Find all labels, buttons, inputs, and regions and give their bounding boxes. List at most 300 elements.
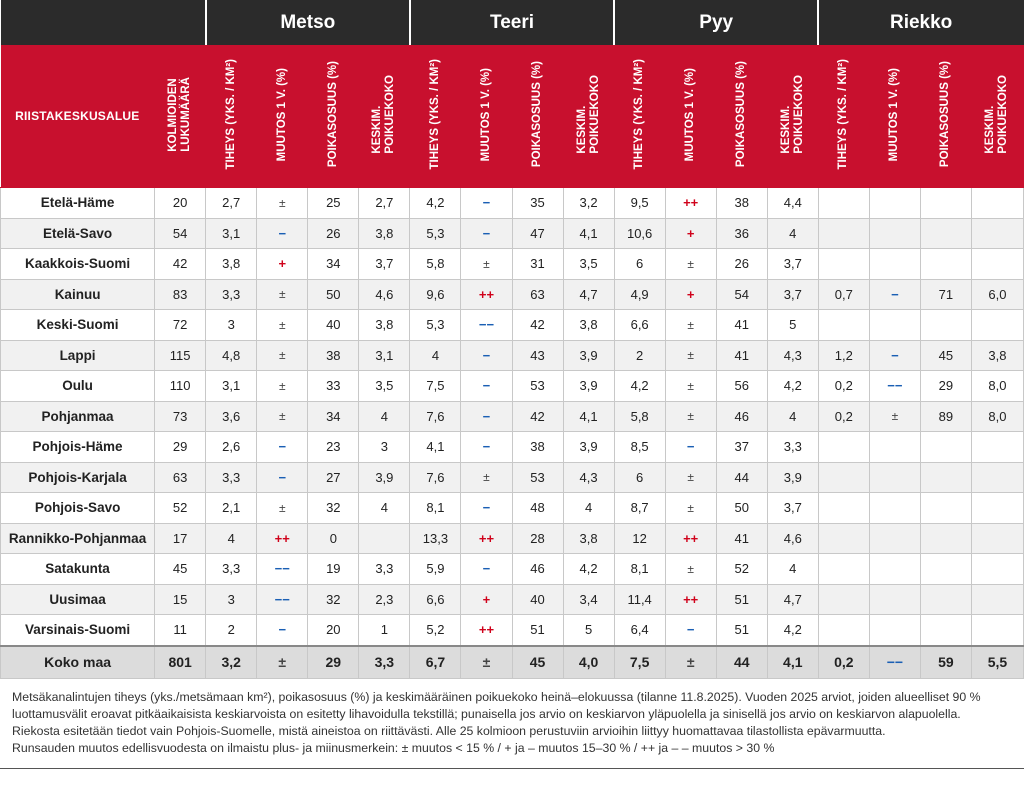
change-cell: −− xyxy=(869,371,920,402)
value-cell: 0,2 xyxy=(818,401,869,432)
value-cell: 48 xyxy=(512,493,563,524)
value-cell: 13,3 xyxy=(410,523,461,554)
column-header-share-label: POIKASOSUUS (%) xyxy=(939,61,952,168)
value-cell: 4,2 xyxy=(410,188,461,219)
value-cell: 23 xyxy=(308,432,359,463)
value-cell: 3,3 xyxy=(206,279,257,310)
change-cell: ± xyxy=(665,401,716,432)
change-cell: ± xyxy=(665,340,716,371)
value-cell: 5,3 xyxy=(410,310,461,341)
value-cell: 5 xyxy=(563,615,614,646)
value-cell: 3,5 xyxy=(359,371,410,402)
value-cell xyxy=(818,432,869,463)
column-header-density-label: TIHEYS (YKS. / KM²) xyxy=(224,59,237,170)
value-cell: 3 xyxy=(206,310,257,341)
value-cell: 3,2 xyxy=(206,646,257,679)
column-header-region: RIISTAKESKUSALUE xyxy=(1,45,155,188)
value-cell: 2,6 xyxy=(206,432,257,463)
change-cell: ± xyxy=(257,646,308,679)
value-cell: 4 xyxy=(206,523,257,554)
column-header-brood xyxy=(767,45,818,188)
value-cell: 45 xyxy=(155,554,206,585)
column-header-brood xyxy=(563,45,614,188)
value-cell: 51 xyxy=(512,615,563,646)
value-cell: 8,5 xyxy=(614,432,665,463)
value-cell: 4,1 xyxy=(767,646,818,679)
column-header-change-label: MUUTOS 1 V. (%) xyxy=(888,67,901,162)
value-cell xyxy=(971,188,1023,219)
value-cell xyxy=(920,218,971,249)
value-cell: 41 xyxy=(716,310,767,341)
value-cell: 46 xyxy=(512,554,563,585)
value-cell: 3,7 xyxy=(767,249,818,280)
value-cell: 29 xyxy=(308,646,359,679)
table-row xyxy=(1,371,1024,402)
value-cell: 72 xyxy=(155,310,206,341)
value-cell: 2 xyxy=(614,340,665,371)
value-cell: 34 xyxy=(308,249,359,280)
change-cell: ± xyxy=(461,462,512,493)
column-header-density-label: TIHEYS (YKS. / KM²) xyxy=(428,59,441,170)
value-cell: 4,7 xyxy=(563,279,614,310)
change-cell: ± xyxy=(665,462,716,493)
change-cell: ± xyxy=(665,310,716,341)
value-cell: 38 xyxy=(512,432,563,463)
change-cell: ± xyxy=(257,371,308,402)
change-cell xyxy=(869,218,920,249)
value-cell: 8,1 xyxy=(614,554,665,585)
value-cell: 6,6 xyxy=(410,584,461,615)
change-cell: − xyxy=(257,462,308,493)
value-cell: 9,5 xyxy=(614,188,665,219)
value-cell: 40 xyxy=(308,310,359,341)
value-cell: 50 xyxy=(308,279,359,310)
value-cell: 3,3 xyxy=(359,646,410,679)
value-cell: 54 xyxy=(155,218,206,249)
value-cell xyxy=(920,310,971,341)
change-cell xyxy=(869,188,920,219)
value-cell: 4 xyxy=(767,401,818,432)
value-cell xyxy=(971,615,1023,646)
value-cell: 0,7 xyxy=(818,279,869,310)
region-name: Pohjanmaa xyxy=(1,401,155,432)
change-cell: −− xyxy=(257,554,308,585)
change-cell: ± xyxy=(257,401,308,432)
change-cell xyxy=(869,462,920,493)
column-header-brood-label: KESKIM. POIKUEKOKO xyxy=(575,75,601,154)
change-cell: ± xyxy=(665,493,716,524)
value-cell: 3 xyxy=(206,584,257,615)
change-cell: − xyxy=(257,615,308,646)
value-cell: 4,9 xyxy=(614,279,665,310)
change-cell: − xyxy=(665,615,716,646)
value-cell: 4,1 xyxy=(563,401,614,432)
value-cell xyxy=(971,218,1023,249)
change-cell: ++ xyxy=(461,615,512,646)
value-cell: 42 xyxy=(155,249,206,280)
value-cell: 10,6 xyxy=(614,218,665,249)
value-cell xyxy=(818,462,869,493)
change-cell: − xyxy=(461,432,512,463)
group-teeri: Teeri xyxy=(410,1,614,45)
value-cell: 3,9 xyxy=(563,371,614,402)
value-cell: 63 xyxy=(512,279,563,310)
value-cell: 801 xyxy=(155,646,206,679)
value-cell: 4,3 xyxy=(767,340,818,371)
value-cell: 32 xyxy=(308,493,359,524)
column-header-share-label: POIKASOSUUS (%) xyxy=(531,61,544,168)
value-cell: 3,9 xyxy=(359,462,410,493)
value-cell: 7,6 xyxy=(410,401,461,432)
change-cell: ++ xyxy=(461,279,512,310)
value-cell: 5,3 xyxy=(410,218,461,249)
column-header-change xyxy=(461,45,512,188)
value-cell: 5 xyxy=(767,310,818,341)
value-cell xyxy=(359,523,410,554)
change-cell: − xyxy=(461,401,512,432)
change-cell: − xyxy=(461,218,512,249)
value-cell: 4,2 xyxy=(563,554,614,585)
change-cell: + xyxy=(665,279,716,310)
change-cell: ++ xyxy=(665,188,716,219)
value-cell: 47 xyxy=(512,218,563,249)
value-cell: 4,6 xyxy=(359,279,410,310)
table-row xyxy=(1,523,1024,554)
value-cell: 1 xyxy=(359,615,410,646)
change-cell: − xyxy=(869,340,920,371)
value-cell xyxy=(971,523,1023,554)
value-cell: 3,8 xyxy=(971,340,1023,371)
value-cell: 6,6 xyxy=(614,310,665,341)
group-header-row xyxy=(1,1,1024,45)
value-cell xyxy=(971,493,1023,524)
column-header-change-label: MUUTOS 1 V. (%) xyxy=(479,67,492,162)
table-row xyxy=(1,340,1024,371)
table-body xyxy=(1,188,1024,679)
value-cell: 4,2 xyxy=(767,371,818,402)
column-header-change xyxy=(869,45,920,188)
value-cell: 7,5 xyxy=(410,371,461,402)
value-cell: 38 xyxy=(716,188,767,219)
table-row xyxy=(1,584,1024,615)
change-cell: ± xyxy=(257,310,308,341)
value-cell: 26 xyxy=(308,218,359,249)
region-name: Etelä-Häme xyxy=(1,188,155,219)
group-riekko: Riekko xyxy=(818,1,1023,45)
value-cell: 3,8 xyxy=(206,249,257,280)
change-cell xyxy=(869,615,920,646)
table-row xyxy=(1,554,1024,585)
value-cell: 73 xyxy=(155,401,206,432)
value-cell: 44 xyxy=(716,462,767,493)
value-cell xyxy=(920,432,971,463)
table-row xyxy=(1,310,1024,341)
group-pyy: Pyy xyxy=(614,1,818,45)
column-header-row xyxy=(1,45,1024,188)
value-cell xyxy=(818,615,869,646)
value-cell xyxy=(920,188,971,219)
value-cell xyxy=(971,462,1023,493)
region-name: Koko maa xyxy=(1,646,155,679)
change-cell: − xyxy=(869,279,920,310)
table-row xyxy=(1,188,1024,219)
value-cell: 19 xyxy=(308,554,359,585)
value-cell: 3,8 xyxy=(359,310,410,341)
change-cell: − xyxy=(461,188,512,219)
column-header-change xyxy=(257,45,308,188)
value-cell: 6 xyxy=(614,462,665,493)
change-cell: + xyxy=(257,249,308,280)
region-name: Lappi xyxy=(1,340,155,371)
value-cell xyxy=(818,249,869,280)
value-cell xyxy=(920,615,971,646)
value-cell xyxy=(971,249,1023,280)
column-header-density xyxy=(818,45,869,188)
value-cell: 0,2 xyxy=(818,646,869,679)
value-cell: 27 xyxy=(308,462,359,493)
change-cell: + xyxy=(665,218,716,249)
value-cell: 6 xyxy=(614,249,665,280)
value-cell: 9,6 xyxy=(410,279,461,310)
region-name: Varsinais-Suomi xyxy=(1,615,155,646)
group-header-blank xyxy=(1,1,206,45)
region-name: Uusimaa xyxy=(1,584,155,615)
value-cell: 3,4 xyxy=(563,584,614,615)
region-name: Kaakkois-Suomi xyxy=(1,249,155,280)
column-header-density xyxy=(614,45,665,188)
change-cell xyxy=(869,584,920,615)
value-cell: 2 xyxy=(206,615,257,646)
change-cell: −− xyxy=(869,646,920,679)
value-cell: 12 xyxy=(614,523,665,554)
value-cell xyxy=(818,218,869,249)
value-cell: 53 xyxy=(512,371,563,402)
footnote xyxy=(0,679,1024,757)
change-cell: ± xyxy=(665,371,716,402)
column-header-density xyxy=(410,45,461,188)
change-cell: − xyxy=(461,554,512,585)
change-cell: −− xyxy=(461,310,512,341)
value-cell: 25 xyxy=(308,188,359,219)
value-cell: 4 xyxy=(359,493,410,524)
value-cell xyxy=(920,493,971,524)
value-cell: 42 xyxy=(512,401,563,432)
region-name: Oulu xyxy=(1,371,155,402)
value-cell: 15 xyxy=(155,584,206,615)
value-cell: 2,7 xyxy=(206,188,257,219)
value-cell: 3,3 xyxy=(767,432,818,463)
column-header-share xyxy=(512,45,563,188)
change-cell: ± xyxy=(461,646,512,679)
value-cell: 51 xyxy=(716,584,767,615)
value-cell: 46 xyxy=(716,401,767,432)
value-cell xyxy=(818,584,869,615)
change-cell: ± xyxy=(257,340,308,371)
region-name: Pohjois-Häme xyxy=(1,432,155,463)
table-row xyxy=(1,218,1024,249)
change-cell: ++ xyxy=(461,523,512,554)
value-cell xyxy=(818,493,869,524)
column-header-density-label: TIHEYS (YKS. / KM²) xyxy=(837,59,850,170)
change-cell: + xyxy=(461,584,512,615)
value-cell xyxy=(818,523,869,554)
value-cell: 7,5 xyxy=(614,646,665,679)
value-cell: 51 xyxy=(716,615,767,646)
value-cell: 41 xyxy=(716,523,767,554)
region-name: Etelä-Savo xyxy=(1,218,155,249)
column-header-change xyxy=(665,45,716,188)
value-cell: 8,0 xyxy=(971,371,1023,402)
region-name: Pohjois-Savo xyxy=(1,493,155,524)
change-cell xyxy=(869,554,920,585)
value-cell: 2,1 xyxy=(206,493,257,524)
value-cell: 3,1 xyxy=(206,218,257,249)
column-header-change-label: MUUTOS 1 V. (%) xyxy=(275,67,288,162)
value-cell xyxy=(818,310,869,341)
value-cell: 4,2 xyxy=(767,615,818,646)
value-cell: 20 xyxy=(155,188,206,219)
change-cell: − xyxy=(461,371,512,402)
value-cell: 3,3 xyxy=(359,554,410,585)
value-cell: 5,9 xyxy=(410,554,461,585)
region-name: Kainuu xyxy=(1,279,155,310)
footnote-line-3: Runsauden muutos edellisvuodesta on ilmaistu plus- ja miinusmerkein: ± muutos < 15 % / + ja – muutos 15–30 % / ++ ja – – muutos > 30 % xyxy=(12,740,775,755)
change-cell: ++ xyxy=(665,584,716,615)
change-cell xyxy=(869,310,920,341)
change-cell: ± xyxy=(869,401,920,432)
change-cell: ± xyxy=(257,188,308,219)
column-header-share-label: POIKASOSUUS (%) xyxy=(326,61,339,168)
column-header-count xyxy=(155,45,206,188)
value-cell: 20 xyxy=(308,615,359,646)
change-cell: −− xyxy=(257,584,308,615)
value-cell: 3,1 xyxy=(359,340,410,371)
change-cell: − xyxy=(257,432,308,463)
change-cell: ++ xyxy=(665,523,716,554)
value-cell: 6,0 xyxy=(971,279,1023,310)
footnote-line-2: Riekosta esitetään tiedot vain Pohjois-Suomelle, mistä aineistoa on riittävästi. Alle 25 kolmioon perustuviin arvioihin liittyy huomattavaa tilastollista epävarmuutta. xyxy=(12,723,886,738)
column-header-density-label: TIHEYS (YKS. / KM²) xyxy=(633,59,646,170)
value-cell: 4,1 xyxy=(563,218,614,249)
value-cell: 71 xyxy=(920,279,971,310)
value-cell xyxy=(920,523,971,554)
table-row xyxy=(1,462,1024,493)
column-header-brood xyxy=(971,45,1023,188)
value-cell: 5,2 xyxy=(410,615,461,646)
change-cell: ++ xyxy=(257,523,308,554)
value-cell: 3,1 xyxy=(206,371,257,402)
change-cell: − xyxy=(257,218,308,249)
value-cell: 3,3 xyxy=(206,554,257,585)
table-row xyxy=(1,493,1024,524)
column-header-brood-label: KESKIM. POIKUEKOKO xyxy=(984,75,1010,154)
value-cell: 63 xyxy=(155,462,206,493)
value-cell xyxy=(920,462,971,493)
value-cell: 3,8 xyxy=(563,310,614,341)
value-cell xyxy=(920,584,971,615)
value-cell xyxy=(920,554,971,585)
value-cell: 4,6 xyxy=(767,523,818,554)
value-cell: 3,5 xyxy=(563,249,614,280)
value-cell: 36 xyxy=(716,218,767,249)
group-metso: Metso xyxy=(206,1,410,45)
footnote-line-1: Metsäkanalintujen tiheys (yks./metsämaan km²), poikasosuus (%) ja keskimääräinen poikuekoko heinä–elokuussa (tilanne 11.8.2025). Vuoden 2025 arviot, joiden alueelliset 90 % luottamusvälit eroavat pitkäaikaisista keskiarvoista on esitetty lihavoidulla tekstillä; punaisella jos arvio on keskiarvon yläpuolella ja sinisellä jos arvio on keskiarvon alapuolella. xyxy=(12,689,981,721)
table-row xyxy=(1,279,1024,310)
column-header-brood xyxy=(359,45,410,188)
total-row xyxy=(1,646,1024,679)
column-header-change-label: MUUTOS 1 V. (%) xyxy=(684,67,697,162)
value-cell xyxy=(818,554,869,585)
value-cell: 6,4 xyxy=(614,615,665,646)
value-cell: 110 xyxy=(155,371,206,402)
change-cell: ± xyxy=(461,249,512,280)
value-cell: 42 xyxy=(512,310,563,341)
value-cell: 4,1 xyxy=(410,432,461,463)
value-cell: 4 xyxy=(767,218,818,249)
value-cell: 3,9 xyxy=(563,340,614,371)
value-cell: 28 xyxy=(512,523,563,554)
table-row xyxy=(1,249,1024,280)
value-cell: 11,4 xyxy=(614,584,665,615)
value-cell xyxy=(971,432,1023,463)
value-cell: 3,6 xyxy=(206,401,257,432)
value-cell: 31 xyxy=(512,249,563,280)
value-cell: 7,6 xyxy=(410,462,461,493)
value-cell: 34 xyxy=(308,401,359,432)
value-cell: 2,3 xyxy=(359,584,410,615)
change-cell: ± xyxy=(665,646,716,679)
change-cell: ± xyxy=(257,279,308,310)
value-cell: 4,2 xyxy=(614,371,665,402)
value-cell: 5,5 xyxy=(971,646,1023,679)
value-cell: 3,9 xyxy=(767,462,818,493)
value-cell: 44 xyxy=(716,646,767,679)
bottom-rule xyxy=(0,768,1024,769)
table-row xyxy=(1,432,1024,463)
change-cell: ± xyxy=(665,554,716,585)
value-cell: 0,2 xyxy=(818,371,869,402)
value-cell: 3,8 xyxy=(563,523,614,554)
value-cell: 4,7 xyxy=(767,584,818,615)
value-cell: 37 xyxy=(716,432,767,463)
change-cell xyxy=(869,523,920,554)
value-cell: 3,3 xyxy=(206,462,257,493)
column-header-share-label: POIKASOSUUS (%) xyxy=(735,61,748,168)
value-cell xyxy=(971,310,1023,341)
value-cell: 2,7 xyxy=(359,188,410,219)
change-cell: ± xyxy=(257,493,308,524)
region-name: Pohjois-Karjala xyxy=(1,462,155,493)
value-cell xyxy=(971,554,1023,585)
region-name: Satakunta xyxy=(1,554,155,585)
value-cell: 4 xyxy=(410,340,461,371)
value-cell: 54 xyxy=(716,279,767,310)
value-cell: 29 xyxy=(920,371,971,402)
value-cell: 8,7 xyxy=(614,493,665,524)
value-cell: 0 xyxy=(308,523,359,554)
value-cell: 52 xyxy=(716,554,767,585)
value-cell xyxy=(971,584,1023,615)
column-header-share xyxy=(716,45,767,188)
value-cell: 3,7 xyxy=(767,493,818,524)
value-cell: 3 xyxy=(359,432,410,463)
change-cell: − xyxy=(665,432,716,463)
column-header-count-label: KOLMIOIDEN LUKUMÄÄRÄ xyxy=(167,77,193,152)
value-cell: 5,8 xyxy=(410,249,461,280)
value-cell: 45 xyxy=(920,340,971,371)
value-cell xyxy=(920,249,971,280)
value-cell: 43 xyxy=(512,340,563,371)
